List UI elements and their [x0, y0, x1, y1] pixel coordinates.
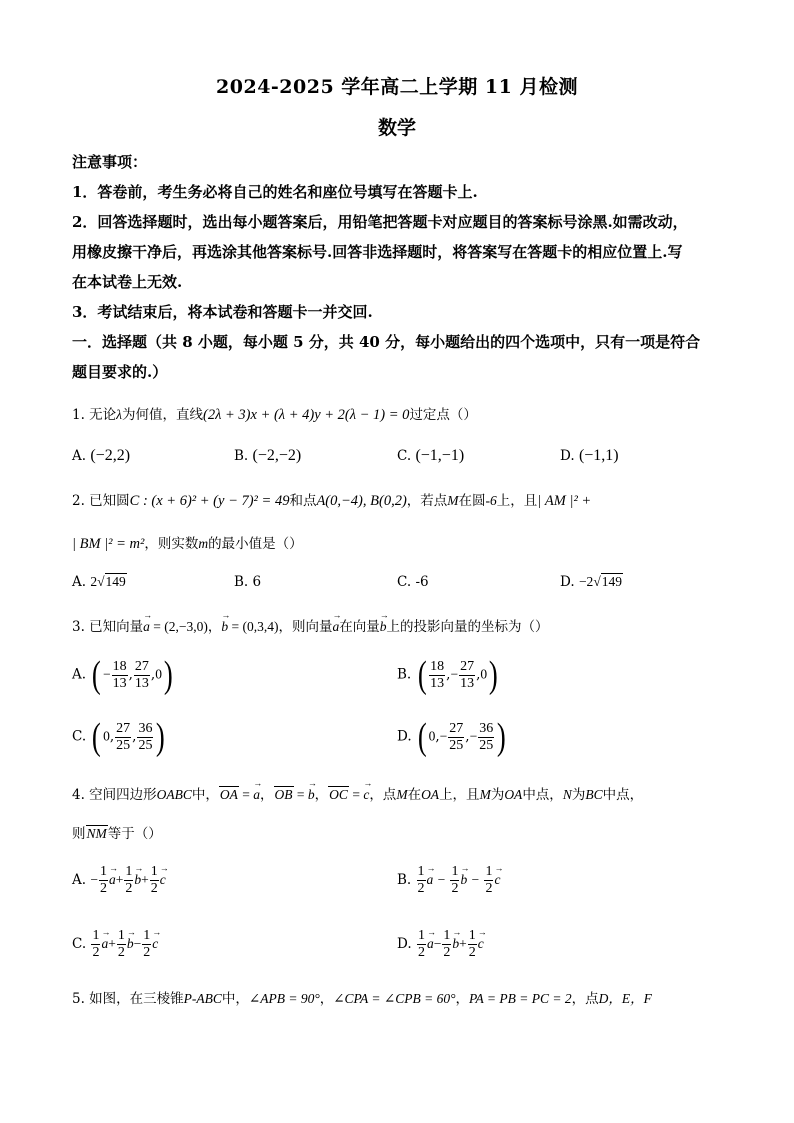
q4-option-d[interactable]: D. $\frac{1}{2}$ → a− $\frac{1}{2}$ → b+ $\frac{1}{2}$ → c	[397, 928, 484, 961]
question-2-line-2: | BM |² = m²，则实数m的最小值是（）	[72, 536, 303, 552]
q3-option-b[interactable]: B. ( $\frac{18}{13}$ ,− $\frac{27}{13}$ ,0)	[397, 654, 498, 696]
question-4-line-2: 则NM等于（）	[72, 826, 162, 842]
notice-item-2-line-1: 2．回答选择题时，选出每小题答案后，用铅笔把答题卡对应题目的答案标号涂黑.如需改动，	[72, 213, 688, 231]
q1-option-a[interactable]: A. (−2,2)	[72, 447, 131, 464]
section-heading-line-2: 题目要求的.）	[72, 363, 168, 381]
q2-circle-equation: C : (x + 6)² + (y − 7)² = 49	[129, 493, 290, 509]
q2-option-a[interactable]: A. 2√149	[72, 574, 126, 590]
q1-prefix: 1. 无论	[72, 407, 117, 423]
q1-equation: (2λ + 3)x + (λ + 4)y + 2(λ − 1) = 0	[203, 407, 410, 423]
exam-title: 2024-2025 学年高二上学期 11 月检测	[216, 76, 578, 98]
q3-option-c[interactable]: C. ( 0, $\frac{27}{25}$ , $\frac{36}{25}$ )	[72, 716, 166, 758]
q2-option-d[interactable]: D. −2√149	[560, 574, 622, 590]
question-4: 4. 空间四边形OABC中，OA = → a，OB = → b，OC = → c，点M在OA上，且M为OA中点，N为BC中点，	[72, 783, 732, 803]
q4-option-c[interactable]: C. $\frac{1}{2}$ → a+ $\frac{1}{2}$ → b− $\frac{1}{2}$ → c	[72, 928, 158, 961]
question-1	[72, 403, 732, 424]
notice-block	[72, 147, 732, 387]
notice-heading: 注意事项：	[72, 153, 148, 171]
q2-points: A(0,−4), B(0,2)	[316, 493, 407, 509]
notice-item-2-line-2: 用橡皮擦干净后，再选涂其他答案标号.回答非选择题时，将答案写在答题卡的相应位置上.写	[72, 243, 683, 261]
q1-mid: 为何值，直线	[122, 407, 204, 423]
question-5: 5. 如图，在三棱锥P-ABC中，∠APB = 90°，∠CPA = ∠CPB = 60°，PA = PB = PC = 2，点D，E，F	[72, 991, 652, 1007]
notice-item-2-line-3: 在本试卷上无效.	[72, 273, 183, 291]
q3-option-a[interactable]: A. ( − $\frac{18}{13}$ , $\frac{27}{13}$ ,0)	[72, 654, 173, 696]
q1-option-c[interactable]: C. (−1,−1)	[397, 447, 465, 464]
notice-item-1: 1．答卷前，考生务必将自己的姓名和座位号填写在答题卡上.	[72, 183, 478, 201]
q1-option-b[interactable]: B. (−2,−2)	[234, 447, 302, 464]
q2-option-b[interactable]: B. 6	[234, 574, 262, 590]
section-heading-line-1: 一．选择题（共 8 小题，每小题 5 分，共 40 分，每小题给出的四个选项中，只有一项是符合	[72, 333, 701, 351]
q3-vector-a: → a	[143, 619, 150, 635]
q3-option-d[interactable]: D. ( 0,− $\frac{27}{25}$ ,− $\frac{36}{25}$ )	[397, 716, 506, 758]
q1-option-d[interactable]: D. (−1,1)	[560, 447, 619, 464]
q2-option-c[interactable]: C. -6	[397, 574, 429, 590]
q4-option-a[interactable]: A. − $\frac{1}{2}$ → a+ $\frac{1}{2}$ → b+ $\frac{1}{2}$ → c	[72, 864, 166, 897]
question-3: 3. 已知向量→ a = (2,−3,0)，→ b = (0,3,4)，则向量→ a在向量→ b上的投影向量的坐标为（）	[72, 615, 732, 635]
notice-item-3: 3．考试结束后，将本试卷和答题卡一并交回.	[72, 303, 373, 321]
q1-suffix: 过定点（）	[409, 407, 477, 423]
question-2: 2. 已知圆C : (x + 6)² + (y − 7)² = 49和点A(0,−4), B(0,2)，若点M在圆-6上，且| AM |² +	[72, 493, 592, 509]
q1-lambda: λ	[116, 407, 123, 422]
q4-option-b[interactable]: B. $\frac{1}{2}$ → a − $\frac{1}{2}$ → b − $\frac{1}{2}$ → c	[397, 864, 500, 897]
q3-vector-b: → b	[221, 619, 228, 635]
exam-subject: 数学	[377, 117, 416, 139]
